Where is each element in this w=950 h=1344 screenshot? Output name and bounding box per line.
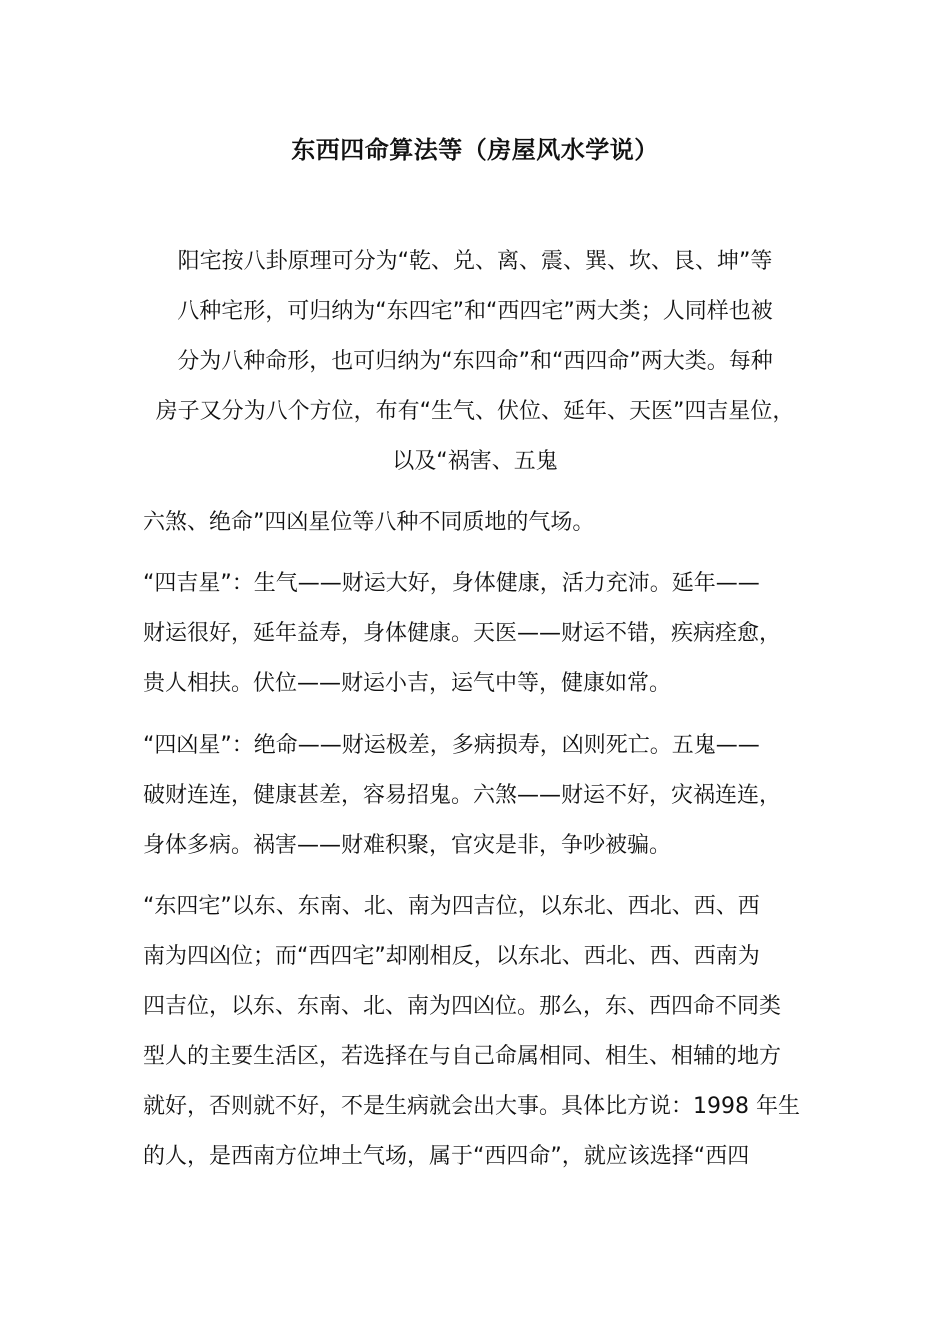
- body-line-5: “四凶星”：绝命——财运极差，多病损寿，凶则死亡。五鬼——: [143, 733, 760, 758]
- body-line-10: 四吉位，以东、东南、北、南为四凶位。那么，东、西四命不同类: [143, 994, 782, 1019]
- body-line-11: 型人的主要生活区，若选择在与自己命属相同、相生、相辅的地方: [143, 1044, 782, 1069]
- body-line-3: 财运很好，延年益寿，身体健康。天医——财运不错，疾病痊愈，: [143, 621, 782, 646]
- body-line-8: “东四宅”以东、东南、北、南为四吉位，以东北、西北、西、西: [143, 894, 760, 919]
- intro-line-2: 八种宅形，可归纳为“东四宅”和“西四宅”两大类；人同样也被: [177, 299, 773, 324]
- body-line-12: 就好，否则就不好，不是生病就会出大事。具体比方说：1998 年生: [143, 1094, 800, 1119]
- body-line-1: 六煞、绝命”四凶星位等八种不同质地的气场。: [143, 510, 595, 535]
- page-title: 东西四命算法等（房屋风水学说）: [291, 136, 659, 164]
- body-line-6: 破财连连，健康甚差，容易招鬼。六煞——财运不好，灾祸连连，: [143, 783, 782, 808]
- intro-line-5: 以及“祸害、五鬼: [392, 449, 558, 474]
- intro-line-3: 分为八种命形，也可归纳为“东四命”和“西四命”两大类。每种: [177, 349, 773, 374]
- body-line-13: 的人，是西南方位坤土气场，属于“西四命”，就应该选择“西四: [143, 1144, 750, 1169]
- body-line-9: 南为四凶位；而“西四宅”却刚相反，以东北、西北、西、西南为: [143, 944, 760, 969]
- intro-line-4: 房子又分为八个方位，布有“生气、伏位、延年、天医”四吉星位，: [155, 399, 795, 424]
- body-line-7: 身体多病。祸害——财难积聚，官灾是非，争吵被骗。: [143, 833, 672, 858]
- body-line-4: 贵人相扶。伏位——财运小吉，运气中等，健康如常。: [143, 671, 672, 696]
- body-line-2: “四吉星”：生气——财运大好，身体健康，活力充沛。延年——: [143, 571, 760, 596]
- intro-line-1: 阳宅按八卦原理可分为“乾、兑、离、震、巽、坎、艮、坤”等: [177, 249, 773, 274]
